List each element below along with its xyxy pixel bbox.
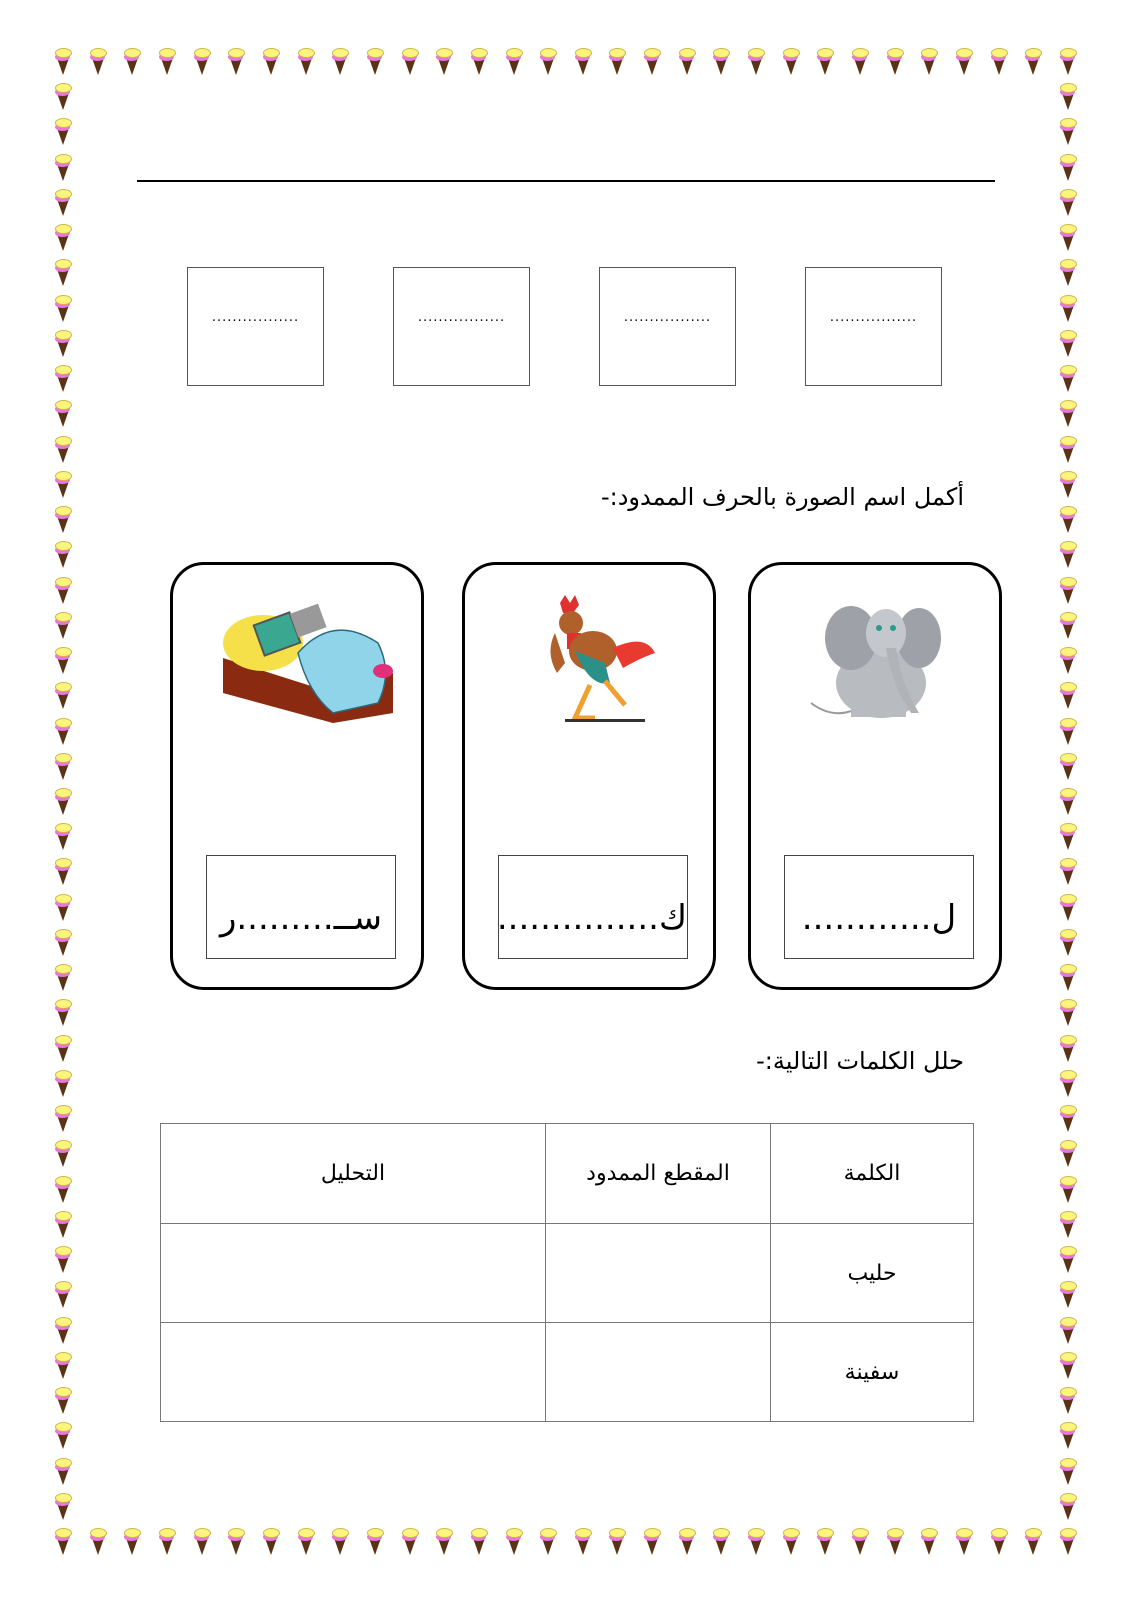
ice-cream-cone-icon <box>402 1528 418 1556</box>
ice-cream-cone-icon <box>55 436 71 464</box>
ice-cream-cone-icon <box>679 1528 695 1556</box>
ice-cream-cone-icon <box>506 1528 522 1556</box>
ice-cream-cone-icon <box>55 295 71 323</box>
ice-cream-cone-icon <box>55 894 71 922</box>
word-box[interactable] <box>784 855 974 959</box>
ice-cream-cone-icon <box>228 48 244 76</box>
ice-cream-cone-icon <box>921 48 937 76</box>
analysis-table <box>160 1123 974 1422</box>
ice-cream-cone-icon <box>1060 1528 1076 1556</box>
ice-cream-cone-icon <box>1025 48 1041 76</box>
ice-cream-cone-icon <box>1060 259 1076 287</box>
ice-cream-cone-icon <box>1060 1387 1076 1415</box>
ice-cream-cone-icon <box>332 1528 348 1556</box>
ice-cream-cone-icon <box>506 48 522 76</box>
ice-cream-cone-icon <box>887 48 903 76</box>
ice-cream-cone-icon <box>1060 48 1076 76</box>
ice-cream-cone-icon <box>55 330 71 358</box>
ice-cream-cone-icon <box>1060 718 1076 746</box>
ice-cream-cone-icon <box>55 1387 71 1415</box>
ice-cream-cone-icon <box>1060 1176 1076 1204</box>
ice-cream-cone-icon <box>540 1528 556 1556</box>
ice-cream-cone-icon <box>783 1528 799 1556</box>
ice-cream-cone-icon <box>55 788 71 816</box>
ice-cream-cone-icon <box>1060 1493 1076 1521</box>
ice-cream-cone-icon <box>194 48 210 76</box>
elephant-icon <box>791 593 961 723</box>
ice-cream-cone-icon <box>748 48 764 76</box>
ice-cream-cone-icon <box>1060 154 1076 182</box>
answer-dots: ................. <box>417 310 506 325</box>
ice-cream-cone-icon <box>609 1528 625 1556</box>
card-bed <box>170 562 424 990</box>
ice-cream-cone-icon <box>1060 1458 1076 1486</box>
ice-cream-cone-icon <box>55 541 71 569</box>
ice-cream-cone-icon <box>471 48 487 76</box>
ice-cream-cone-icon <box>956 48 972 76</box>
ice-cream-cone-icon <box>55 48 71 76</box>
ice-cream-cone-icon <box>90 48 106 76</box>
ice-cream-cone-icon <box>55 858 71 886</box>
ice-cream-cone-icon <box>263 48 279 76</box>
ice-cream-cone-icon <box>263 1528 279 1556</box>
ice-cream-cone-icon <box>1060 471 1076 499</box>
word-text: ســ.........ر <box>219 898 383 938</box>
ice-cream-cone-icon <box>852 1528 868 1556</box>
ice-cream-cone-icon <box>298 48 314 76</box>
cell-word: سفينة <box>771 1323 974 1422</box>
ice-cream-cone-icon <box>367 48 383 76</box>
ice-cream-cone-icon <box>55 400 71 428</box>
ice-cream-cone-icon <box>367 1528 383 1556</box>
ice-cream-cone-icon <box>1060 330 1076 358</box>
ice-cream-cone-icon <box>55 1422 71 1450</box>
ice-cream-cone-icon <box>1060 788 1076 816</box>
ice-cream-cone-icon <box>1060 365 1076 393</box>
ice-cream-cone-icon <box>298 1528 314 1556</box>
answer-dots: ................. <box>623 310 712 325</box>
ice-cream-cone-icon <box>55 189 71 217</box>
ice-cream-cone-icon <box>575 1528 591 1556</box>
ice-cream-cone-icon <box>609 48 625 76</box>
ice-cream-cone-icon <box>55 365 71 393</box>
ice-cream-cone-icon <box>436 1528 452 1556</box>
ice-cream-cone-icon <box>55 1493 71 1521</box>
ice-cream-cone-icon <box>1060 189 1076 217</box>
ice-cream-cone-icon <box>1060 1140 1076 1168</box>
table-row <box>161 1323 974 1422</box>
ice-cream-cone-icon <box>55 823 71 851</box>
card-elephant <box>748 562 1002 990</box>
ice-cream-cone-icon <box>55 1176 71 1204</box>
ice-cream-cone-icon <box>1060 612 1076 640</box>
ice-cream-cone-icon <box>55 1140 71 1168</box>
ice-cream-cone-icon <box>55 83 71 111</box>
ice-cream-cone-icon <box>956 1528 972 1556</box>
ice-cream-cone-icon <box>1060 541 1076 569</box>
answer-box-4[interactable] <box>187 267 324 386</box>
ice-cream-cone-icon <box>55 224 71 252</box>
word-text: ك............... <box>496 898 687 938</box>
ice-cream-cone-icon <box>55 753 71 781</box>
answer-box-2[interactable] <box>599 267 736 386</box>
ice-cream-cone-icon <box>1060 224 1076 252</box>
answer-box-3[interactable] <box>393 267 530 386</box>
ice-cream-cone-icon <box>1025 1528 1041 1556</box>
ice-cream-cone-icon <box>55 964 71 992</box>
cell-analysis[interactable] <box>161 1224 546 1323</box>
ice-cream-cone-icon <box>55 1211 71 1239</box>
word-box[interactable] <box>206 855 396 959</box>
header-long-syllable: المقطع الممدود <box>546 1124 771 1224</box>
ice-cream-cone-icon <box>1060 894 1076 922</box>
ice-cream-cone-icon <box>55 1070 71 1098</box>
ice-cream-cone-icon <box>1060 647 1076 675</box>
ice-cream-cone-icon <box>124 1528 140 1556</box>
ice-cream-cone-icon <box>1060 682 1076 710</box>
ice-cream-cone-icon <box>55 577 71 605</box>
ice-cream-cone-icon <box>575 48 591 76</box>
title-line <box>137 180 995 182</box>
ice-cream-cone-icon <box>1060 964 1076 992</box>
ice-cream-cone-icon <box>1060 823 1076 851</box>
ice-cream-cone-icon <box>436 48 452 76</box>
ice-cream-cone-icon <box>55 999 71 1027</box>
ice-cream-cone-icon <box>1060 1352 1076 1380</box>
ice-cream-cone-icon <box>55 929 71 957</box>
ice-cream-cone-icon <box>887 1528 903 1556</box>
ice-cream-cone-icon <box>402 48 418 76</box>
ice-cream-cone-icon <box>1060 858 1076 886</box>
rooster-icon <box>505 593 675 723</box>
bed-icon <box>213 593 383 723</box>
cell-word: حليب <box>771 1224 974 1323</box>
ice-cream-cone-icon <box>1060 1281 1076 1309</box>
ice-cream-cone-icon <box>55 647 71 675</box>
ice-cream-cone-icon <box>748 1528 764 1556</box>
cell-long-syllable[interactable] <box>546 1224 771 1323</box>
header-analysis: التحليل <box>161 1124 546 1224</box>
ice-cream-cone-icon <box>1060 436 1076 464</box>
section2-heading: حلل الكلمات التالية:- <box>756 1047 964 1075</box>
answer-dots: ................. <box>211 310 300 325</box>
ice-cream-cone-icon <box>55 1352 71 1380</box>
ice-cream-cone-icon <box>644 1528 660 1556</box>
ice-cream-cone-icon <box>783 48 799 76</box>
ice-cream-cone-icon <box>991 1528 1007 1556</box>
ice-cream-cone-icon <box>55 682 71 710</box>
ice-cream-cone-icon <box>332 48 348 76</box>
ice-cream-cone-icon <box>1060 1035 1076 1063</box>
ice-cream-cone-icon <box>55 1317 71 1345</box>
table-row <box>161 1224 974 1323</box>
ice-cream-cone-icon <box>713 1528 729 1556</box>
ice-cream-cone-icon <box>1060 1105 1076 1133</box>
ice-cream-cone-icon <box>1060 753 1076 781</box>
ice-cream-cone-icon <box>55 612 71 640</box>
ice-cream-cone-icon <box>55 118 71 146</box>
ice-cream-cone-icon <box>90 1528 106 1556</box>
ice-cream-cone-icon <box>1060 400 1076 428</box>
ice-cream-cone-icon <box>1060 1246 1076 1274</box>
ice-cream-cone-icon <box>55 1105 71 1133</box>
ice-cream-cone-icon <box>55 154 71 182</box>
ice-cream-cone-icon <box>852 48 868 76</box>
ice-cream-cone-icon <box>55 1458 71 1486</box>
ice-cream-cone-icon <box>55 1035 71 1063</box>
ice-cream-cone-icon <box>228 1528 244 1556</box>
ice-cream-cone-icon <box>817 1528 833 1556</box>
word-box[interactable] <box>498 855 688 959</box>
ice-cream-cone-icon <box>644 48 660 76</box>
ice-cream-cone-icon <box>1060 1211 1076 1239</box>
ice-cream-cone-icon <box>1060 999 1076 1027</box>
section1-heading: أكمل اسم الصورة بالحرف الممدود:- <box>600 483 964 511</box>
ice-cream-cone-icon <box>817 48 833 76</box>
ice-cream-cone-icon <box>1060 506 1076 534</box>
ice-cream-cone-icon <box>540 48 556 76</box>
ice-cream-cone-icon <box>55 506 71 534</box>
ice-cream-cone-icon <box>1060 118 1076 146</box>
card-rooster <box>462 562 716 990</box>
ice-cream-cone-icon <box>55 471 71 499</box>
ice-cream-cone-icon <box>55 1281 71 1309</box>
ice-cream-cone-icon <box>55 1528 71 1556</box>
ice-cream-cone-icon <box>1060 577 1076 605</box>
cell-analysis[interactable] <box>161 1323 546 1422</box>
ice-cream-cone-icon <box>159 1528 175 1556</box>
ice-cream-cone-icon <box>1060 1422 1076 1450</box>
table-header-row <box>161 1124 974 1224</box>
ice-cream-cone-icon <box>55 1246 71 1274</box>
ice-cream-cone-icon <box>124 48 140 76</box>
word-text: ل............ <box>801 898 957 938</box>
header-word: الكلمة <box>771 1124 974 1224</box>
ice-cream-cone-icon <box>1060 295 1076 323</box>
ice-cream-cone-icon <box>1060 929 1076 957</box>
ice-cream-cone-icon <box>1060 1070 1076 1098</box>
ice-cream-cone-icon <box>1060 83 1076 111</box>
cell-long-syllable[interactable] <box>546 1323 771 1422</box>
ice-cream-cone-icon <box>991 48 1007 76</box>
ice-cream-cone-icon <box>159 48 175 76</box>
ice-cream-cone-icon <box>679 48 695 76</box>
ice-cream-cone-icon <box>471 1528 487 1556</box>
ice-cream-cone-icon <box>713 48 729 76</box>
answer-box-1[interactable] <box>805 267 942 386</box>
ice-cream-cone-icon <box>55 718 71 746</box>
ice-cream-cone-icon <box>55 259 71 287</box>
ice-cream-cone-icon <box>194 1528 210 1556</box>
ice-cream-cone-icon <box>1060 1317 1076 1345</box>
answer-dots: ................. <box>829 310 918 325</box>
ice-cream-cone-icon <box>921 1528 937 1556</box>
